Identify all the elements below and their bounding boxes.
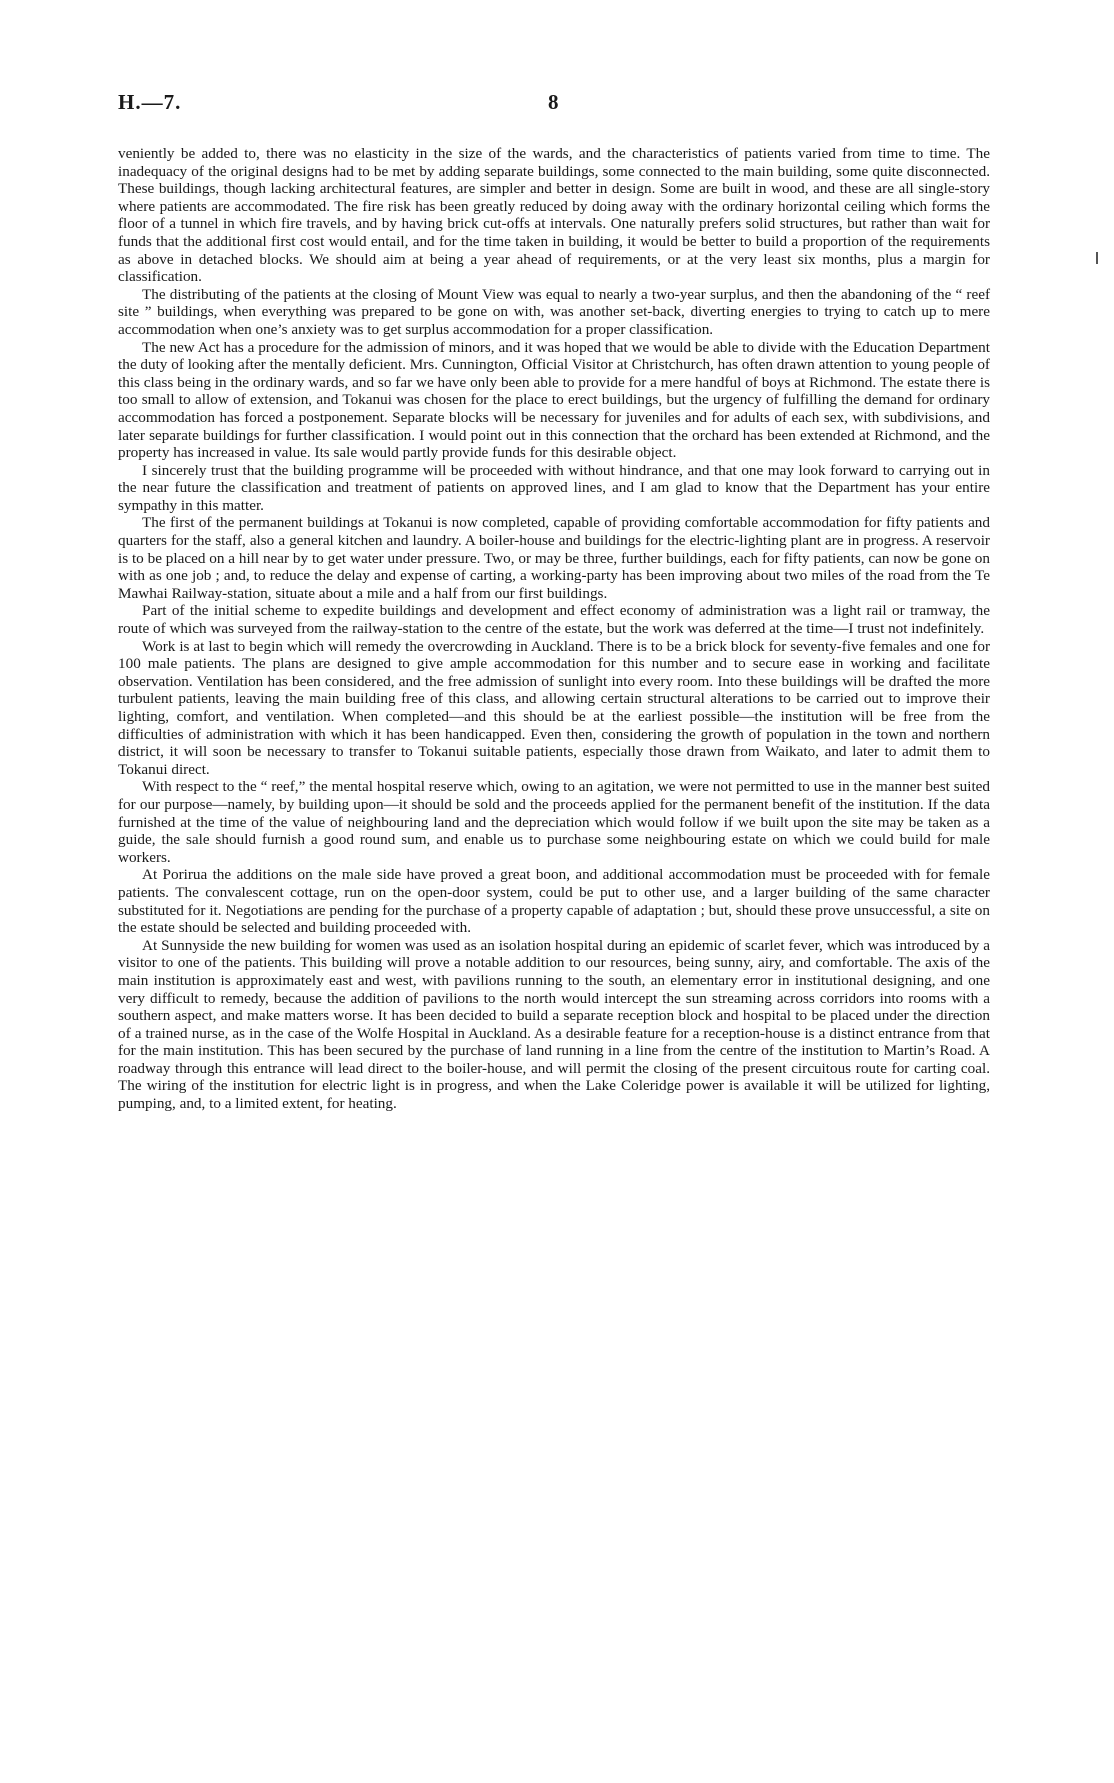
- paragraph: The first of the permanent buildings at Tokanui is now completed, capable of providing comfortable accommodation for fifty patients and quarters for the staff, also a general kitchen and laundry. A boiler-house and buildings for the electric-lighting plant are in progress. A reservoir is to be placed on a hill near by to get water under pressure. Two, or may be three, further buildings, each for fifty patients, can now be gone on with as one job ; and, to reduce the delay and expense of carting, a working-party has been improving about two miles of the road from the Te Mawhai Railway-station, situate about a mile and a half from our first buildings.: [118, 514, 990, 602]
- page-header: [118, 90, 990, 120]
- paragraph: The new Act has a procedure for the admission of minors, and it was hoped that we would be able to divide with the Education Department the duty of looking after the mentally deficient. Mrs. Cunnington, Official Visitor at Christchurch, has often drawn attention to young people of this class being in the ordinary wards, and so far we have only been able to provide for a mere handful of boys at Richmond. The estate there is too small to allow of extension, and Tokanui was chosen for the place to erect buildings, but the urgency of fulfilling the demand for ordinary accommodation has forced a postponement. Separate blocks will be necessary for juveniles and for adults of each sex, with subdivisions, and later separate buildings for further classification. I would point out in this connection that the orchard has been extended at Richmond, and the property has increased in value. Its sale would partly provide funds for this desirable object.: [118, 338, 990, 462]
- paragraph: Part of the initial scheme to expedite buildings and development and effect economy of administration was a light rail or tramway, the route of which was surveyed from the railway-station to the centre of the estate, but the work was deferred at the time—I trust not indefinitely.: [118, 602, 990, 638]
- margin-mark: [1096, 252, 1098, 264]
- paragraph: The distributing of the patients at the closing of Mount View was equal to nearly a two-year surplus, and then the abandoning of the “ reef site ” buildings, when everything was prepared to be gone on with, was another set-back, diverting energies to trying to catch up to mere accommodation when one’s anxiety was to get surplus accommodation for a proper classification.: [118, 285, 990, 338]
- document-reference: H.—7.: [118, 90, 182, 114]
- paragraph: At Sunnyside the new building for women was used as an isolation hospital during an epidemic of scarlet fever, which was introduced by a visitor to one of the patients. This building will prove a notable addition to our resources, being sunny, airy, and comfortable. The axis of the main institution is approximately east and west, with pavilions running to the south, an elementary error in institutional designing, and one very difficult to remedy, because the addition of pavilions to the north would intercept the sun streaming across corridors into rooms with a southern aspect, and make matters worse. It has been decided to build a separate reception block and hospital to be placed under the direction of a trained nurse, as in the case of the Wolfe Hospital in Auckland. As a desirable feature for a reception-house is a distinct entrance from that for the main institution. This has been secured by the purchase of land running in a line from the centre of the institution to Martin’s Road. A roadway through this entrance will lead direct to the boiler-house, and will permit the closing of the present circuitous route for carting coal. The wiring of the institution for electric light is in progress, and when the Lake Coleridge power is available it will be utilized for lighting, pumping, and, to a limited extent, for heating.: [118, 936, 990, 1113]
- paragraph: At Porirua the additions on the male side have proved a great boon, and additional accommodation must be proceeded with for female patients. The convalescent cottage, run on the open-door system, could be put to other use, and a larger building of the same character substituted for it. Negotiations are pending for the purchase of a property capable of adaptation ; but, should these prove unsuccessful, a site on the estate should be selected and building proceeded with.: [118, 866, 990, 937]
- paragraph: veniently be added to, there was no elasticity in the size of the wards, and the characteristics of patients varied from time to time. The inadequacy of the original designs had to be met by adding separate buildings, some connected to the main building, some quite disconnected. These buildings, though lacking architectural features, are simpler and better in design. Some are built in wood, and these are all single-story where patients are accommodated. The fire risk has been greatly reduced by doing away with the ordinary horizontal ceiling which forms the floor of a tunnel in which fire travels, and by having brick cut-offs at intervals. One naturally prefers solid structures, but rather than wait for funds that the additional first cost would entail, and for the time taken in building, it would be better to build a proportion of the requirements as above in detached blocks. We should aim at being a year ahead of requirements, or at the very least six months, plus a margin for classification.: [118, 145, 990, 286]
- paragraph: Work is at last to begin which will remedy the overcrowding in Auckland. There is to be a brick block for seventy-five females and one for 100 male patients. The plans are designed to give ample accommodation for this number and to secure ease in working and facilitate observation. Ventilation has been considered, and the free admission of sunlight into every room. Into these buildings will be drafted the more turbulent patients, leaving the main building free of this class, and allowing certain structural alterations to be carried out to improve their lighting, comfort, and ventilation. When completed—and this should be at the earliest possible—the institution will be free from the difficulties of administration with which it has been handicapped. Even then, considering the growth of population in the town and northern district, it will soon be necessary to transfer to Tokanui suitable patients, especially those drawn from Waikato, and later to admit them to Tokanui direct.: [118, 637, 990, 778]
- paragraph: With respect to the “ reef,” the mental hospital reserve which, owing to an agitation, we were not permitted to use in the manner best suited for our purpose—namely, by building upon—it should be sold and the proceeds applied for the permanent benefit of the institution. If the data furnished at the time of the value of neighbouring land and the depreciation which would follow if we built upon the site may be taken as a guide, the sale should furnish a good round sum, and enable us to purchase some neighbouring estate on which we could build for male workers.: [118, 778, 990, 866]
- body-text: [118, 145, 990, 1113]
- page-number: 8: [548, 90, 559, 114]
- paragraph: I sincerely trust that the building programme will be proceeded with without hindrance, and that one may look forward to carrying out in the near future the classification and treatment of patients on approved lines, and I am glad to know that the Department has your entire sympathy in this matter.: [118, 461, 990, 514]
